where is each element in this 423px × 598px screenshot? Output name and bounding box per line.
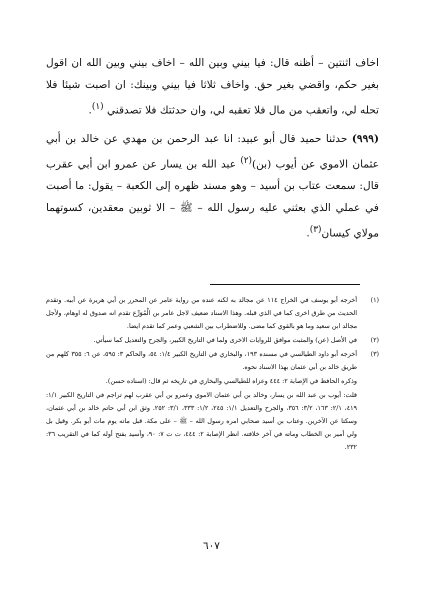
hadith-text: حدثنا حميد قال أبو عبيد: انا عبد الرحمن بن مهدي عن خالد بن أبي عثمان الاموي عن أيوب (بن)	[46, 132, 379, 171]
footnote-marker: (١)	[370, 296, 379, 304]
hadith-number: (٩٩٩)	[351, 132, 379, 145]
footnote-continuation	[46, 389, 379, 454]
footnote-ref: (١)	[91, 102, 104, 112]
paragraph-continuation: اخاف اثنتين – أظنه قال: فيا بيني وبين الله – اخاف بيني وبين الله ان اقول بغير حكم، واقضي بغير حق. واخاف ثلاثا فيا بيني وبينك: ان اصبت شيئا فلا تحله لي، واتعقب من مال فلا تعقبه لي، وان حدثتك فلا تصدقني $^{(١)}$.	[46, 57, 379, 117]
main-text	[46, 52, 379, 245]
footnote-text: أخرجه أبو يوسف في الخراج ١١٤ عن مجالد به لكنه عنده من رواية عامر عن المحرر بن أبي هريرة عن أبيه. وتقدم الحديث من طرق اخرى كما في الذي قبله. وهذا الاسناد ضعيف لاجل عامر بن الْمُوَرِّع تقدم انه صدوق له اوهام، ولأجل مجالد ابن سعيد وما هو بالقوي كما مضى. وللاضطراب بين الشعبي وعمر كما تقدم ايضا.	[46, 296, 357, 330]
footnote-divider	[210, 284, 360, 285]
footnote-marker: (٢)	[370, 336, 379, 344]
footnote	[46, 294, 379, 333]
footnotes	[46, 294, 379, 455]
footnote-text: أخرجه أبو داود الطيالسي في مسنده ١٩٣، والبخاري في التاريخ الكبير ١/٤: ٥٤، والحاكم ٣: ٥٩٥، عن ٦: ٣٥٥ كلهم من طريق خالد بن أبي عثمان بهذا الاسناد نحوه.	[46, 350, 357, 371]
footnote-ref: (٢)	[240, 155, 252, 166]
hadith-text: عبد الله بن يسار عن عمرو ابن أبي عقرب قال: سمعت عتاب بن أسيد – وهو مسند ظهره إلى الكعبة – يقول: ما أصبت في عملي الذي بعثني عليه رسول الله – ﷺ – الا ثوبين معقدين، كسوتهما مولاي كيسان	[46, 158, 379, 240]
footnote-marker: (٣)	[370, 350, 379, 358]
footnote-text: في الأصل (عن) والمثبت موافق للروايات الاخرى ولما في التاريخ الكبير، والجرح والتعديل كما سيأتي.	[93, 336, 357, 344]
footnote-text: وذكره الحافظ في الإصابة ٢: ٤٤٤ وعزاه للطيالسي والبخاري في تاريخه ثم قال: (اسناده حسن).	[105, 377, 357, 385]
footnote	[46, 348, 379, 374]
paragraph-text: اخاف اثنتين – أظنه قال: فيا بيني وبين الله – اخاف بيني وبين الله ان اقول بغير حكم، واقضي بغير حق. واخاف ثلاثا فيا بيني وبينك: ان اصبت شيئا فلا تحله لي، واتعقب من مال فلا تعقبه لي، وان حدثتك فلا تصدقني	[46, 57, 379, 117]
footnote	[46, 334, 379, 347]
page-number: ٦٠٧	[203, 540, 220, 552]
footnote-continuation	[46, 375, 379, 388]
footnote-ref: (٣)	[309, 225, 322, 236]
footnote-text: قلت: أيوب بن عبد الله بن يسار، وخالد بن أبي عثمان الاموي وعمرو بن أبي عقرب لهم تراجم في التاريخ الكبير ١/١: ٤١٩، ٢/١: ١٦٣، ٣/٢: ٣٥٦، والجرح والتعديل ١/١: ٢٤٥، ١/٢: ٣٣٣، ٣/١: ٢٥٢. وثق ابن أبي حاتم خالد بن أبي عثمان، وسكتا عن الآخرين. وعتاب بن أسيد صحابي امره رسول الله – ﷺ – على مكة. قبل ماته يوم مات أبو بكر. وقيل بل ولي أمير بن الخطاب وماته في آخر خلافته. انظر الإصابة ٢: ٤٤٤، ت ت ٧: ٩٠، وأسيد بفتح أوله كما في التقريب ٣٦: ٢٣٢.	[46, 391, 357, 451]
hadith-paragraph: (٩٩٩) حدثنا حميد قال أبو عبيد: انا عبد الرحمن بن مهدي عن خالد بن أبي عثمان الاموي عن أيوب (بن)$^{(٢)}$ عبد الله بن يسار عن عمرو ابن أبي عقرب قال: سمعت عتاب بن أسيد – وهو مسند ظهره إلى الكعبة – يقول: ما أصبت في عملي الذي بعثني عليه رسول الله – ﷺ – الا ثوبين معقدين، كسوتهما مولاي كيسان$^{(٣)}$.	[46, 132, 379, 240]
